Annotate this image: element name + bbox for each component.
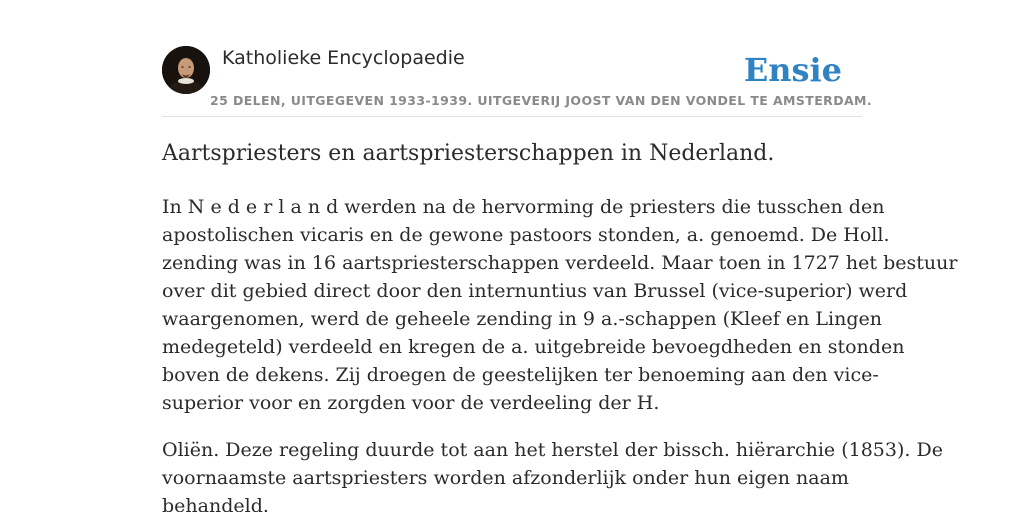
source-subtitle: 25 DELEN, UITGEGEVEN 1933-1939. UITGEVERIJ JOOST VAN DEN VONDEL TE AMSTERDAM. (210, 93, 873, 108)
paragraph-line: medegeteld) verdeeld en kregen de a. uitgebreide bevoegdheden en stonden (162, 336, 905, 358)
ensie-logo-link[interactable]: Ensie (743, 51, 842, 89)
paragraph-line: apostolischen vicaris en de gewone pastoors stonden, a. genoemd. De Holl. (162, 224, 890, 246)
paragraph-line: zending was in 16 aartspriesterschappen verdeeld. Maar toen in 1727 het bestuur (162, 252, 958, 274)
article-title: Aartspriesters en aartspriesterschappen in Nederland. (162, 141, 775, 166)
paragraph-line: Oliën. Deze regeling duurde tot aan het herstel der bissch. hiërarchie (1853). De (162, 439, 943, 461)
paragraph-line: waargenomen, werd de geheele zending in 9 a.-schappen (Kleef en Lingen (162, 308, 882, 330)
paragraph-line: boven de dekens. Zij droegen de geestelijken ter benoeming aan den vice- (162, 364, 879, 386)
article-paragraph (162, 193, 958, 417)
source-header (162, 46, 873, 117)
source-avatar[interactable] (162, 46, 210, 94)
portrait-avatar-icon (162, 46, 210, 94)
paragraph-line: voornaamste aartspriesters worden afzonderlijk onder hun eigen naam (162, 467, 849, 489)
paragraph-line: over dit gebied direct door den internuntius van Brussel (vice-superior) werd (162, 280, 908, 302)
article (162, 138, 958, 512)
paragraph-line: behandeld. (162, 495, 269, 512)
article-paragraph (162, 436, 943, 512)
paragraph-line: superior voor en zorgden voor de verdeeling der H. (162, 392, 660, 414)
paragraph-line: In N e d e r l a n d werden na de hervorming de priesters die tusschen den (162, 196, 885, 218)
source-title[interactable]: Katholieke Encyclopaedie (222, 47, 465, 69)
